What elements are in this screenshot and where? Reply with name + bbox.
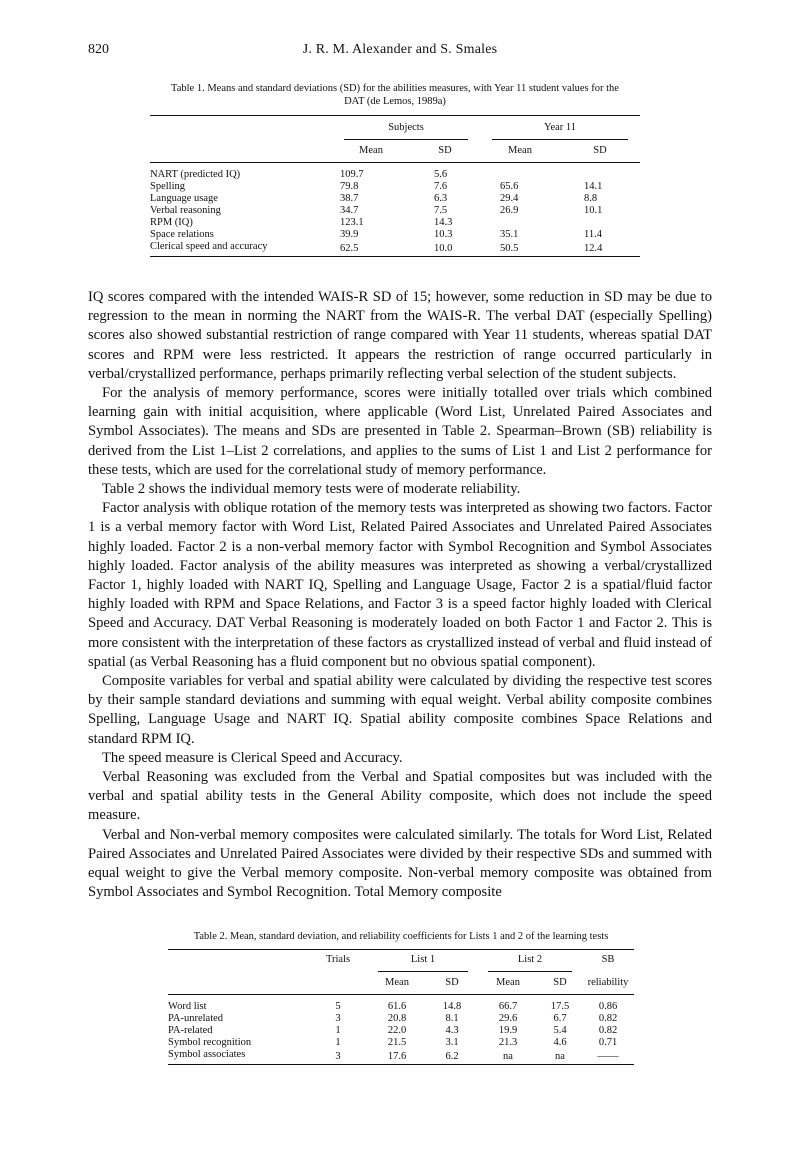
cell-value: 0.71 bbox=[598, 1037, 618, 1048]
cell-value: 79.8 bbox=[340, 181, 359, 192]
table-1-caption-line-2: DAT (de Lemos, 1989a) bbox=[344, 96, 446, 107]
cell-value: 10.0 bbox=[434, 242, 453, 254]
cell-value: 10.3 bbox=[434, 229, 453, 240]
cell-value: 1 bbox=[335, 1025, 341, 1036]
table-2-group-list2: List 2 bbox=[488, 954, 572, 972]
cell-value: 26.9 bbox=[500, 205, 519, 216]
table-2-col-reliability: reliability bbox=[587, 977, 629, 988]
table-2-col-trials: Trials bbox=[325, 954, 351, 965]
cell-value: 3.1 bbox=[445, 1037, 459, 1048]
row-label: Symbol recognition bbox=[168, 1037, 252, 1048]
cell-value: 62.5 bbox=[340, 242, 359, 254]
table-row bbox=[168, 1001, 634, 1013]
row-label: RPM (IQ) bbox=[150, 217, 193, 228]
table-row bbox=[168, 1037, 634, 1049]
cell-value: 10.1 bbox=[584, 205, 603, 216]
table-row bbox=[168, 1013, 634, 1025]
cell-value: 8.1 bbox=[445, 1013, 459, 1024]
cell-value: 11.4 bbox=[584, 229, 602, 240]
table-row bbox=[168, 1049, 634, 1065]
cell-value: 14.8 bbox=[442, 1001, 462, 1012]
cell-value bbox=[480, 217, 560, 229]
cell-value: 35.1 bbox=[500, 229, 519, 240]
cell-value: 0.82 bbox=[598, 1025, 618, 1036]
table-row bbox=[150, 181, 640, 193]
cell-value: 0.82 bbox=[598, 1013, 618, 1024]
cell-value: —— bbox=[597, 1050, 619, 1062]
row-label: Spelling bbox=[150, 181, 186, 192]
cell-value: 123.1 bbox=[340, 217, 364, 228]
cell-value: 7.6 bbox=[434, 181, 448, 192]
cell-value: 6.7 bbox=[553, 1013, 567, 1024]
table-2-col-list2-sd: SD bbox=[553, 977, 567, 988]
cell-value: 6.3 bbox=[434, 193, 448, 204]
page-number: 820 bbox=[88, 42, 109, 57]
cell-value: 65.6 bbox=[500, 181, 519, 192]
cell-value: 7.5 bbox=[434, 205, 448, 216]
row-label: NART (predicted IQ) bbox=[150, 169, 241, 180]
cell-value: 29.6 bbox=[498, 1013, 518, 1024]
table-1-col-subjects-mean: Mean bbox=[359, 145, 383, 156]
cell-value: 21.3 bbox=[498, 1037, 518, 1048]
table-2-group-list1: List 1 bbox=[378, 954, 468, 972]
table-row bbox=[168, 1025, 634, 1037]
cell-value: 3 bbox=[335, 1013, 341, 1024]
paragraph: For the analysis of memory performance, scores were initially totalled over trials which combined learning gain with initial acquisition, where applicable (Word List, Unrelated Paired Associates and Symbol Associates). The means and SDs are presented in Table 2. Spearman–Brown (SB) reliability is derived from the List 1–List 2 correlations, and applies to the sums of List 1 and List 2 performance for these tests, which are used for the correlational study of memory performance. bbox=[88, 385, 712, 478]
cell-value: na bbox=[503, 1050, 513, 1062]
row-label: Space relations bbox=[150, 229, 214, 240]
row-label: Clerical speed and accuracy bbox=[150, 241, 268, 252]
table-1-caption-line-1: Table 1. Means and standard deviations (SD) for the abilities measures, with Year 11 student values for the bbox=[171, 83, 619, 94]
cell-value: 0.86 bbox=[598, 1001, 618, 1012]
page-header bbox=[88, 42, 712, 64]
table-2-grid bbox=[168, 949, 634, 1065]
table-2-col-list1-mean: Mean bbox=[385, 977, 409, 988]
table-2-col-list1-sd: SD bbox=[445, 977, 459, 988]
cell-value: 29.4 bbox=[500, 193, 519, 204]
cell-value: 21.5 bbox=[387, 1037, 407, 1048]
table-1-group-subjects: Subjects bbox=[344, 122, 468, 140]
cell-value: 17.6 bbox=[387, 1050, 407, 1062]
table-row bbox=[150, 241, 640, 257]
cell-value: 22.0 bbox=[387, 1025, 407, 1036]
cell-value: 4.6 bbox=[553, 1037, 567, 1048]
cell-value: 3 bbox=[335, 1050, 341, 1062]
table-row bbox=[150, 229, 640, 241]
table-1-col-year11-mean: Mean bbox=[508, 145, 532, 156]
table-1-group-year11: Year 11 bbox=[492, 122, 628, 140]
table-row bbox=[150, 217, 640, 229]
cell-value: 50.5 bbox=[500, 242, 519, 254]
paragraph: Table 2 shows the individual memory tests were of moderate reliability. bbox=[102, 481, 521, 498]
cell-value: 8.8 bbox=[584, 193, 598, 204]
row-label: Verbal reasoning bbox=[150, 205, 221, 216]
cell-value: 14.1 bbox=[584, 181, 603, 192]
cell-value: 109.7 bbox=[340, 169, 364, 180]
cell-value: 12.4 bbox=[584, 242, 603, 254]
cell-value bbox=[560, 217, 640, 229]
paragraph: Factor analysis with oblique rotation of the memory tests was interpreted as showing two factors. Factor 1 is a verbal memory factor with Word List, Related Paired Associates and Unrelated Paired Associates highly loaded. Factor 2 is a non-verbal memory factor with Symbol Recognition and Symbol Associates highly loaded. Factor analysis of the ability measures was interpreted as showing a verbal/crystallized Factor 1, highly loaded with NART IQ, Spelling and Language Usage, Factor 2 is a spatial/fluid factor highly loaded with RPM and Space Relations, and Factor 3 is a speed factor highly loaded with Clerical Speed and Accuracy. DAT Verbal Reasoning is moderately loaded on both Factor 1 and Factor 2. This is more consistent with the interpretation of these factors as crystallized instead of verbal and fluid instead of spatial (as Verbal Reasoning has a fluid component but no obvious spatial component). bbox=[88, 500, 712, 670]
table-row bbox=[150, 205, 640, 217]
running-head: J. R. M. Alexander and S. Smales bbox=[302, 42, 498, 57]
table-1-col-year11-sd: SD bbox=[593, 145, 607, 156]
table-2-col-list2-mean: Mean bbox=[496, 977, 520, 988]
row-label: PA-related bbox=[168, 1025, 213, 1036]
table-row bbox=[150, 193, 640, 205]
cell-value: 5 bbox=[335, 1001, 341, 1012]
cell-value: 17.5 bbox=[550, 1001, 570, 1012]
cell-value: 1 bbox=[335, 1037, 341, 1048]
table-2-caption: Table 2. Mean, standard deviation, and reliability coefficients for Lists 1 and 2 of the learning tests bbox=[193, 931, 609, 942]
cell-value: 38.7 bbox=[340, 193, 359, 204]
cell-value: 39.9 bbox=[340, 229, 359, 240]
cell-value: 19.9 bbox=[498, 1025, 518, 1036]
paragraph: IQ scores compared with the intended WAIS-R SD of 15; however, some reduction in SD may be due to regression to the mean in norming the NART from the WAIS-R. The verbal DAT (especially Spelling) scores also showed substantial restriction of range compared with Year 11 students, whereas spatial DAT scores and RPM were less restricted. It appears the restriction of range occurred particularly in verbal/crystallized performance, perhaps primarily reflecting verbal selection of the student subjects. bbox=[88, 289, 712, 382]
cell-value: 14.3 bbox=[434, 217, 453, 228]
paragraph: Composite variables for verbal and spatial ability were calculated by dividing the respective test scores by their sample standard deviations and summing with equal weight. Verbal ability composite combines Spelling, Language Usage and NART IQ. Spatial ability composite combines Space Relations and standard RPM IQ. bbox=[88, 673, 712, 747]
row-label: Word list bbox=[168, 1001, 207, 1012]
cell-value bbox=[480, 169, 560, 181]
cell-value: 4.3 bbox=[445, 1025, 459, 1036]
cell-value: na bbox=[555, 1050, 565, 1062]
cell-value: 5.4 bbox=[553, 1025, 567, 1036]
paragraph: Verbal Reasoning was excluded from the Verbal and Spatial composites but was included with the verbal and spatial ability tests in the General Ability composite, which does not include the speed measure. bbox=[88, 769, 712, 824]
table-2-col-sb: SB bbox=[601, 954, 615, 965]
paragraph: The speed measure is Clerical Speed and Accuracy. bbox=[102, 749, 403, 766]
cell-value bbox=[560, 169, 640, 181]
table-1-col-subjects-sd: SD bbox=[438, 145, 452, 156]
table-1 bbox=[150, 82, 640, 257]
cell-value: 61.6 bbox=[387, 1001, 407, 1012]
table-2 bbox=[168, 930, 634, 1065]
table-row bbox=[150, 169, 640, 181]
table-1-caption bbox=[150, 82, 640, 108]
cell-value: 20.8 bbox=[387, 1013, 407, 1024]
row-label: Symbol associates bbox=[168, 1049, 246, 1060]
paragraph: Verbal and Non-verbal memory composites were calculated similarly. The totals for Word List, Related Paired Associates and Unrelated Paired Associates were divided by their respective SDs and summed with equal weight to give the Verbal memory composite. Non-verbal memory composite was obtained from Symbol Associates and Symbol Recognition. Total Memory composite bbox=[88, 826, 712, 901]
row-label: PA-unrelated bbox=[168, 1013, 224, 1024]
table-1-grid bbox=[150, 115, 640, 257]
cell-value: 6.2 bbox=[445, 1050, 459, 1062]
cell-value: 66.7 bbox=[498, 1001, 518, 1012]
body-text bbox=[88, 288, 712, 903]
cell-value: 5.6 bbox=[434, 169, 448, 180]
cell-value: 34.7 bbox=[340, 205, 359, 216]
row-label: Language usage bbox=[150, 193, 218, 204]
